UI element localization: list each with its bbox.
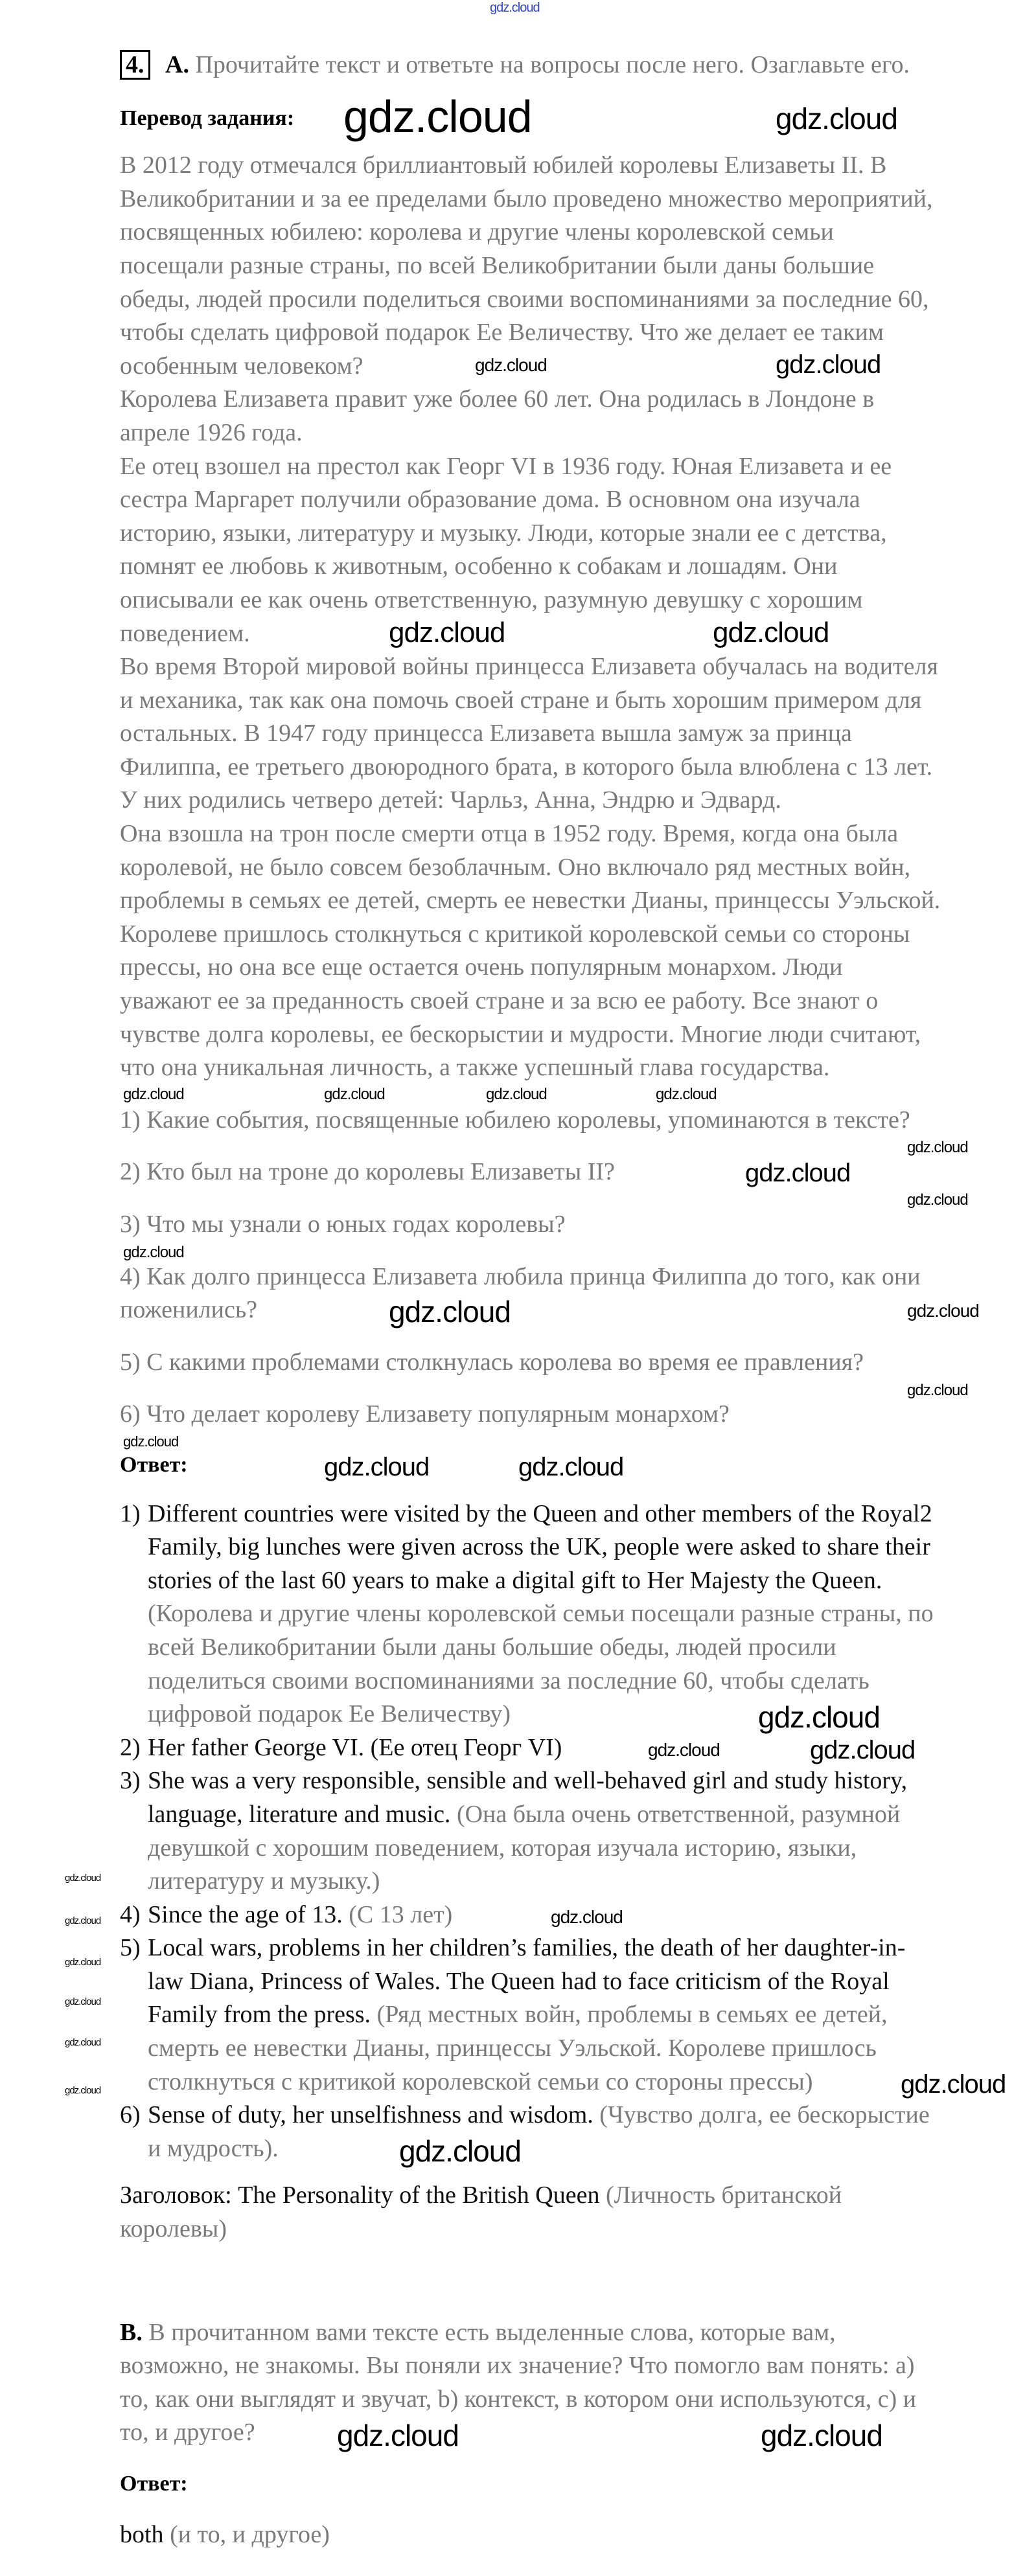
translation-text [120,149,962,1085]
text-segment: королевы) [120,2215,227,2243]
watermark-logo: gdz.cloud [65,1957,101,1968]
text-line [148,1898,452,1932]
text-segment: (Личность британской [605,2182,842,2209]
question-item [120,1346,962,1380]
text-segment: stories of the last 60 years to make a digital gift to Her Majesty the Queen. [148,1566,882,1594]
text-line [120,2383,962,2417]
text-segment: Local wars, problems in her children’s families, the death of her daughter-in- [148,1934,906,1962]
text-line [120,2179,962,2213]
paragraph-line: В 2012 году отмечался бриллиантовый юбилей королевы Елизаветы II. В [120,152,887,179]
task-instruction: Прочитайте текст и ответьте на вопросы после него. Озаглавьте его. [195,51,910,78]
text-segment: литературу и музыку.) [148,1867,380,1895]
text-line [148,1698,934,1734]
text-line [148,1631,934,1665]
paragraph-line: Филиппа, ее третьего двоюродного брата, в которого была влюблена с 13 лет. [120,753,933,781]
paragraph-line: апреле 1926 года. [120,418,303,446]
paragraph-line: посвященных юбилею: королева и другие члены королевской семьи [120,218,834,246]
watermark-logo: gdz.cloud [389,617,505,648]
text-segment: (Чувство долга, ее бескорыстие [599,2101,930,2129]
text-segment: (Королева и другие члены королевской семьи посещали разные страны, по [148,1600,934,1628]
title-answer [120,2179,962,2246]
question-line: поженились? [120,1296,258,1324]
question-line: 4) Как долго принцесса Елизавета любила принца Филиппа до того, как они [120,1262,921,1290]
watermark-logo: gdz.cloud [761,2419,882,2452]
text-segment: цифровой подарок Ее Величеству) [148,1700,511,1728]
question-item [120,1104,962,1137]
text-segment: смерть ее невестки Дианы, принцессы Уэльской. Королеве пришлось [148,2035,877,2062]
question-line: 2) Кто был на троне до королевы Елизаветы II? [120,1158,615,1186]
watermark-logo: gdz.cloud [758,1700,880,1734]
text-segment: то, как они выглядят и звучат, b) контекст, в котором они используются, c) и [120,2385,917,2413]
task-number: 4. [120,50,150,80]
answer-label: Ответ: [120,1452,188,1477]
text-line [148,2066,905,2099]
text-segment: law Diana, Princess of Wales. The Queen had to face criticism of the Royal [148,1967,890,1995]
text-line [148,1665,934,1698]
watermark-logo: gdz.cloud [123,1244,184,1261]
question-line: 1) Какие события, посвященные юбилею королевы, упоминаются в тексте? [120,1106,910,1134]
question-line: 3) Что мы узнали о юных годах королевы? [120,1211,566,1238]
answer-list [120,1498,962,2166]
part-b-answer-label: Ответ: [120,2472,188,2496]
answer-item [120,2099,962,2168]
document [120,49,962,2551]
paragraph-line: что она уникальная личность, а также успешный глава государства. [120,1054,830,1082]
watermark-logo: gdz.cloud [907,1382,968,1399]
answer-body [148,1932,905,2099]
watermark-logo: gdz.cloud [551,1907,623,1927]
paragraph-line: прессы, но она все еще остается очень популярным монархом. Люди [120,953,843,981]
question-list [120,1104,962,1431]
answer-number: 2) [120,1733,141,1761]
watermark-logo: gdz.cloud [123,1433,179,1450]
text-line [148,2132,930,2166]
watermark-logo: gdz.cloud [399,2134,521,2168]
text-segment: B. [120,2318,149,2346]
question-item [120,1208,962,1242]
text-line [148,1564,934,1598]
paragraph-line: У них родились четверо детей: Чарльз, Анна, Эндрю и Эдвард. [120,786,781,814]
watermark-logo: gdz.cloud [65,2085,101,2096]
answer-body [148,1764,907,1898]
text-segment: Заголовок: The Personality of the British Queen [120,2182,606,2209]
paragraph-line: особенным человеком? [120,352,363,380]
text-segment: (Ее отец Георг VI) [370,1733,562,1761]
task-letter: A. [165,51,189,78]
watermark-logo: gdz.cloud [810,1736,916,1764]
paragraph-line: Великобритании и за ее пределами было проведено множество мероприятий, [120,185,933,212]
text-line [120,2349,962,2383]
paragraph-line: помнят ее любовь к животным, особенно к собакам и лошадям. Они [120,553,838,580]
paragraph-line: чтобы сделать цифровой подарок Ее Величеству. Что же делает ее таким [120,319,884,347]
text-segment: language, literature and music. [148,1800,457,1828]
paragraph-line: и механика, так как она помочь своей стране и быть хорошим примером для [120,686,922,714]
paragraph-line: сестра Маргарет получили образование дома. В основном она изучала [120,486,860,514]
watermark-logo: gdz.cloud [490,1,540,15]
text-line [148,1597,934,1631]
paragraph-line: Ее отец взошел на престол как Георг VI в 1936 году. Юная Елизавета и ее [120,452,892,480]
watermark-logo: gdz.cloud [486,1086,547,1103]
answer-item [120,1731,962,1765]
watermark-logo: gdz.cloud [907,1139,968,1156]
text-segment: (Она была очень ответственной, разумной [456,1800,901,1828]
part-b-task [120,2316,962,2450]
text-segment: возможно, не знакомы. Вы поняли их значение? Что помогло вам понять: a) [120,2352,915,2380]
watermark-logo: gdz.cloud [475,355,547,375]
text-segment: девушкой с хорошим поведением, которая изучала историю, языки, [148,1834,857,1862]
text-line [148,1998,905,2032]
answer-number: 5) [120,1934,141,1962]
paragraph-line: обеды, людей просили поделиться своими воспоминаниями за последние 60, [120,285,929,313]
watermark-logo: gdz.cloud [65,1996,101,2007]
text-segment: В прочитанном вами тексте есть выделенные слова, которые вам, [148,2318,836,2346]
text-line [120,2316,962,2350]
answer-number: 1) [120,1499,141,1527]
watermark-logo: gdz.cloud [389,1295,511,1328]
text-segment: Since the age of 13. [148,1900,349,1928]
text-line [148,1965,905,1999]
text-line [148,1764,907,1798]
text-segment: то, и другое? [120,2419,255,2446]
paragraph-line: проблемы в семьях ее детей, смерть ее невестки Дианы, принцессы Уэльской. [120,887,941,915]
text-segment: Family, big lunches were given across the UK, people were asked to share their [148,1533,930,1561]
answer-item [120,1932,962,2099]
answer-body [148,2099,930,2168]
question-line: 6) Что делает королеву Елизавету популярным монархом? [120,1400,730,1428]
text-line [148,1531,934,1564]
text-segment: both [120,2520,170,2548]
text-line [148,2099,930,2132]
text-segment: столкнуться с критикой королевской семьи со стороны прессы) [148,2068,813,2095]
watermark-logo: gdz.cloud [648,1740,720,1760]
paragraph-line: посещали разные страны, по всей Великобритании были даны большие [120,251,875,279]
text-segment: Different countries were visited by the Queen and other members of the Royal2 [148,1499,932,1527]
watermark-logo: gdz.cloud [745,1159,851,1187]
answer-number: 6) [120,2101,141,2129]
question-line: 5) С какими проблемами столкнулась королева во время ее правления? [120,1348,864,1376]
watermark-logo: gdz.cloud [901,2070,1006,2099]
watermark-logo: gdz.cloud [65,1873,101,1884]
text-segment: Her father George VI. [148,1733,371,1761]
text-segment: (и то, и другое) [170,2520,330,2548]
watermark-logo: gdz.cloud [337,2419,459,2452]
paragraph-line: уважают ее за преданность своей стране и за всю ее работу. Все знают о [120,987,879,1015]
text-segment: поделиться своими воспоминаниями за последние 60, чтобы сделать [148,1667,870,1694]
paragraph-line: Во время Второй мировой войны принцесса Елизавета обучалась на водителя [120,653,938,681]
answer-number: 3) [120,1767,141,1795]
text-segment: (С 13 лет) [349,1900,453,1928]
question-item [120,1156,962,1189]
paragraph-line: Она взошла на трон после смерти отца в 1952 году. Время, когда она была [120,820,899,848]
answer-item [120,1498,962,1734]
paragraph-line: королевой, не было совсем безоблачным. Оно включало ряд местных войн, [120,853,911,881]
watermark-logo: gdz.cloud [656,1086,717,1103]
answer-item [120,1898,962,1932]
text-line [120,2213,962,2246]
text-line [148,1832,907,1865]
answer-number: 4) [120,1900,141,1928]
text-line [148,2032,905,2066]
watermark-logo: gdz.cloud [65,1915,101,1926]
text-line [148,1865,907,1898]
text-line [148,1798,907,1832]
watermark-logo: gdz.cloud [907,1191,968,1209]
watermark-logo: gdz.cloud [324,1086,385,1103]
question-item [120,1260,962,1327]
text-line [148,1932,905,1965]
paragraph-line: Королеве пришлось столкнуться с критикой королевской семьи со стороны [120,920,910,948]
watermark-logo: gdz.cloud [776,350,881,379]
watermark-logo: gdz.cloud [907,1301,979,1321]
paragraph-line: Королева Елизавета правит уже более 60 лет. Она родилась в Лондоне в [120,385,875,413]
paragraph-line: описывали ее как очень ответственную, разумную девушку с хорошим [120,586,863,613]
watermark-logo: gdz.cloud [713,617,829,648]
paragraph-line: историю, языки, литературу и музыку. Люди, которые знали ее с детства, [120,519,887,547]
answer-body [148,1898,452,1932]
part-b-answer [120,2518,962,2552]
text-segment: She was a very responsible, sensible and well-behaved girl and study history, [148,1767,908,1795]
answer-body [148,1498,934,1734]
text-segment: Family from the press. [148,2001,377,2029]
text-line [120,2416,962,2450]
text-segment: и мудрость). [148,2134,279,2162]
answer-body [148,1731,562,1765]
watermark-logo: gdz.cloud [343,91,532,142]
watermark-logo: gdz.cloud [776,102,897,135]
answer-item [120,1764,962,1898]
question-item [120,1398,962,1431]
paragraph-line: чувстве долга королевы, ее бескорыстии и мудрости. Многие люди считают, [120,1020,921,1048]
paragraph-line: остальных. В 1947 году принцесса Елизавета вышла замуж за принца [120,720,852,747]
watermark-logo: gdz.cloud [518,1453,624,1481]
text-line [148,1498,934,1531]
watermark-logo: gdz.cloud [123,1086,184,1103]
watermark-logo: gdz.cloud [65,2037,101,2048]
watermark-logo: gdz.cloud [324,1453,430,1481]
text-line [120,2518,962,2552]
paragraph-line: поведением. [120,619,250,647]
text-segment: (Ряд местных войн, проблемы в семьях ее детей, [376,2001,888,2029]
task-heading [120,49,962,82]
text-segment: всей Великобритании были даны большие обеды, людей просили [148,1633,836,1661]
text-segment: Sense of duty, her unselfishness and wisdom. [148,2101,600,2129]
text-line [148,1731,562,1765]
translation-label: Перевод задания: [120,106,295,130]
